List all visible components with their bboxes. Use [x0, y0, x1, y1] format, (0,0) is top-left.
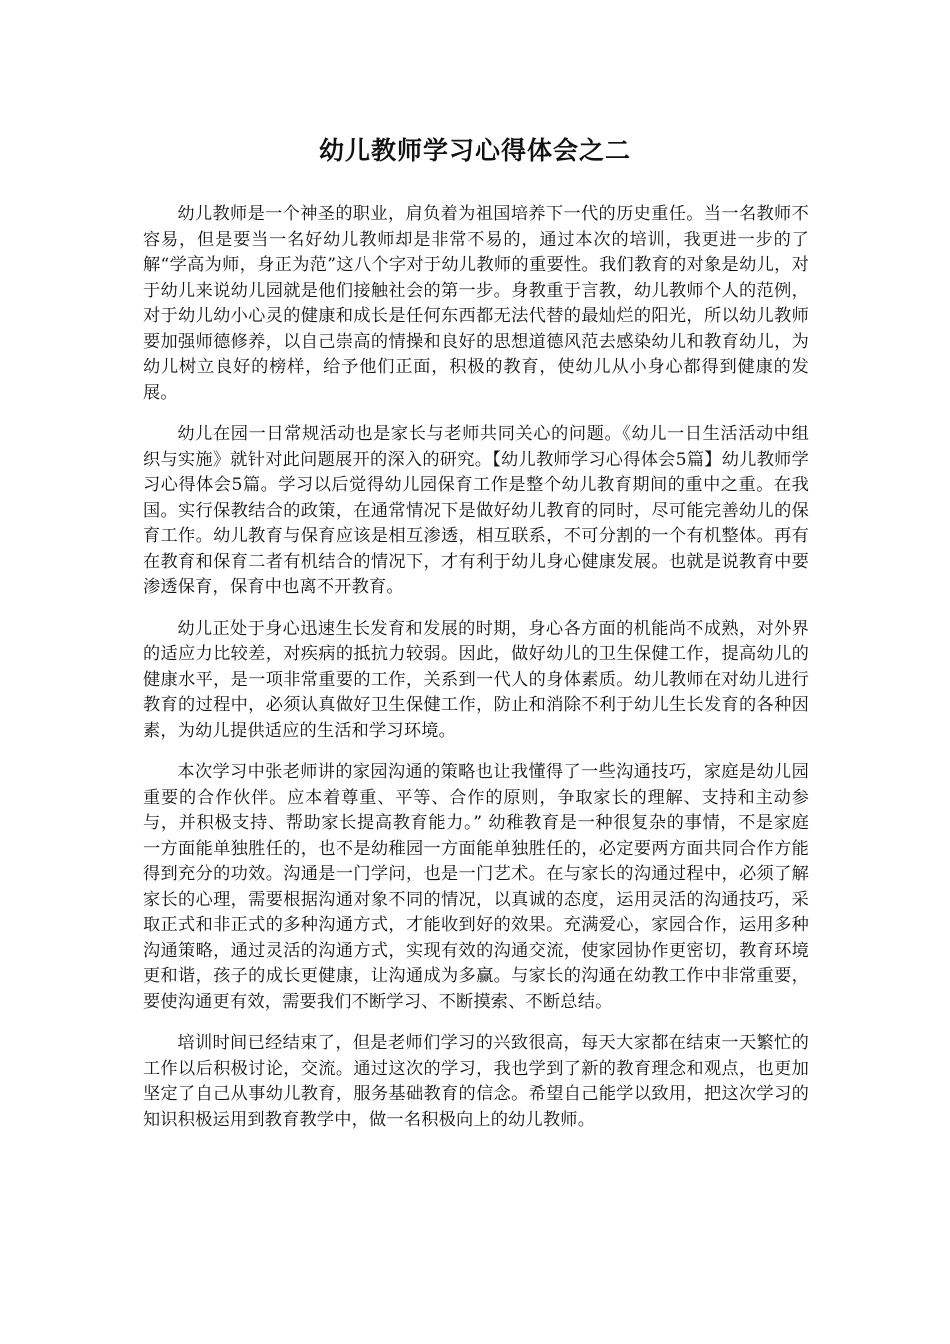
paragraph-5: 培训时间已经结束了，但是老师们学习的兴致很高，每天大家都在结束一天繁忙的工作以后积极讨论，交流。通过这次的学习，我也学到了新的教育理念和观点，也更加坚定了自己从事幼儿教育，服务基础教育的信念。希望自己能学以致用，把这次学习的知识积极运用到教育教学中，做一名积极向上的幼儿教师。 — [143, 1033, 809, 1130]
paragraph-4: 本次学习中张老师讲的家园沟通的策略也让我懂得了一些沟通技巧，家庭是幼儿园重要的合作伙伴。应本着尊重、平等、合作的原则，争取家长的理解、支持和主动参与，并积极支持、帮助家长提高教育能力。” 幼稚教育是一种很复杂的事情，不是家庭一方面能单独胜任的，也不是幼稚园一方面能单独胜任的，必定要两方面共同合作方能得到充分的功效。沟通是一门学问，也是一门艺术。在与家长的沟通过程中，必须了解家长的心理，需要根据沟通对象不同的情况，以真诚的态度，运用灵活的沟通技巧，采取正式和非正式的多种沟通方式，才能收到好的效果。充满爱心，家园合作，运用多种沟通策略，通过灵活的沟通方式，实现有效的沟通交流，使家园协作更密切，教育环境更和谐，孩子的成长更健康，让沟通成为多赢。与家长的沟通在幼教工作中非常重要，要使沟通更有效，需要我们不断学习、不断摸索、不断总结。 — [143, 762, 809, 1012]
paragraph-3: 幼儿正处于身心迅速生长发育和发展的时期，身心各方面的机能尚不成熟，对外界的适应力比较差，对疾病的抵抗力较弱。因此，做好幼儿的卫生保健工作，提高幼儿的健康水平，是一项非常重要的工作，关系到一代人的身体素质。幼儿教师在对幼儿进行教育的过程中，必须认真做好卫生保健工作，防止和消除不利于幼儿生长发育的各种因素，为幼儿提供适应的生活和学习环境。 — [143, 618, 809, 741]
paragraph-2: 幼儿在园一日常规活动也是家长与老师共同关心的问题。《幼儿一日生活活动中组织与实施》就针对此问题展开的深入的研究。【幼儿教师学习心得体会5篇】幼儿教师学习心得体会5篇。学习以后觉得幼儿园保育工作是整个幼儿教育期间的重中之重。在我国。实行保教结合的政策，在通常情况下是做好幼儿教育的同时，尽可能完善幼儿的保育工作。幼儿教育与保育应该是相互渗透，相互联系，不可分割的一个有机整体。再有在教育和保育二者有机结合的情况下，才有利于幼儿身心健康发展。也就是说教育中要渗透保育，保育中也离不开教育。 — [143, 424, 809, 597]
paragraph-1: 幼儿教师是一个神圣的职业，肩负着为祖国培养下一代的历史重任。当一名教师不容易，但是要当一名好幼儿教师却是非常不易的，通过本次的培训，我更进一步的了解“学高为师，身正为范”这八个字对于幼儿教师的重要性。我们教育的对象是幼儿，对于幼儿来说幼儿园就是他们接触社会的第一步。身教重于言教，幼儿教师个人的范例，对于幼儿幼小心灵的健康和成长是任何东西都无法代替的最灿烂的阳光，所以幼儿教师要加强师德修养，以自己崇高的情操和良好的思想道德风范去感染幼儿和教育幼儿，为幼儿树立良好的榜样，给予他们正面，积极的教育，使幼儿从小身心都得到健康的发展。 — [143, 204, 809, 403]
document-body — [143, 202, 809, 1149]
document-title: 幼儿教师学习心得体会之二 — [318, 136, 631, 165]
